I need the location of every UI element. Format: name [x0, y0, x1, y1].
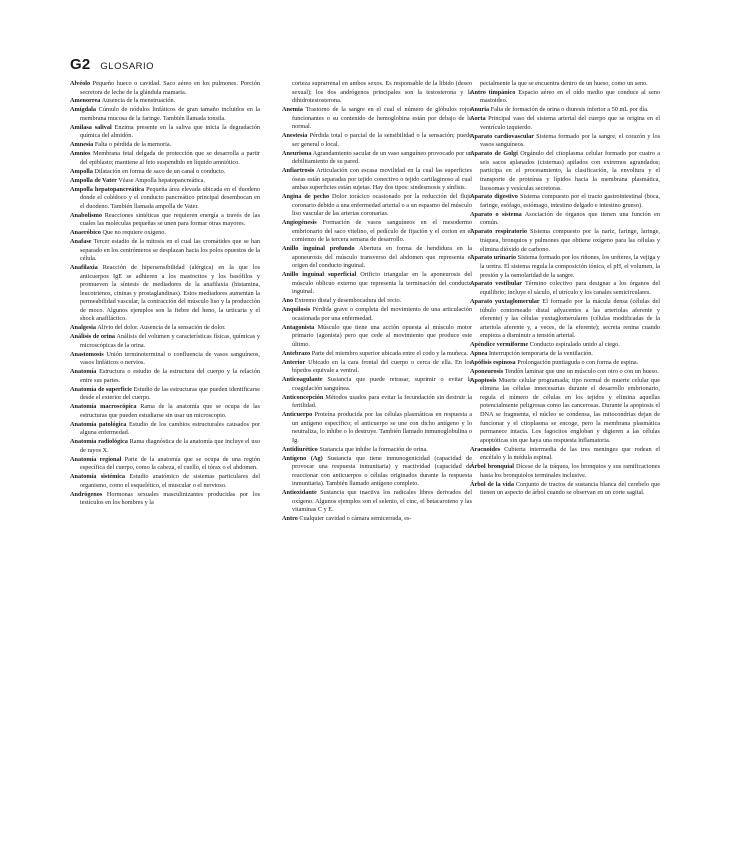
glossary-definition: Reacción de hipersensibilidad (alérgica) en la que los anticuerpos IgE se adhieren a los mastocitos y los basófilos y promueven la síntesis de mediadores de la anafilaxia (histamina, leucotrienos, cininas y prostaglandinas). Estos mediadores aumentan la permeabilidad vascular, la contracción del músculo liso y la producción de moco. Algunos ejemplos son la fiebre del heno, la urticaria y el shock anafiláctico.	[80, 264, 261, 323]
glossary-entry	[70, 106, 260, 123]
glossary-term: Antebrazo	[282, 349, 311, 357]
glossary-definition: Sistema compuesto por la nariz, faringe, laringe, tráquea, bronquios y pulmones que obtiene oxígeno para las células y elimina dióxido de carbono.	[480, 228, 660, 253]
glossary-definition: Alivio del dolor. Ausencia de la sensación de dolor.	[97, 324, 226, 332]
glossary-term: Anterior	[282, 358, 306, 366]
glossary-entry	[282, 80, 472, 106]
glossary-term: Anticoagulante	[282, 376, 323, 384]
glossary-term: Antagonista	[282, 323, 315, 331]
glossary-entry	[470, 359, 660, 368]
glossary-definition: Pérdida total o parcial de la sensibilidad o la sensación; puede ser general o local.	[292, 132, 472, 148]
glossary-entry	[70, 168, 260, 177]
glossary-definition: Sistema formado por los riñones, los uréteres, la vejiga y la uretra. El sistema regula la composición iónica, el pH, el volumen, la presión y la osmolaridad de la sangre.	[480, 254, 660, 279]
glossary-entry	[470, 446, 660, 463]
glossary-definition: Conjunto de tractos de sustancia blanca del cerebelo que tienen un aspecto de árbol cuando se observan en un corte sagital.	[480, 480, 660, 497]
glossary-entry	[70, 186, 260, 212]
glossary-term: Antígeno (Ag)	[282, 454, 323, 462]
glossary-definition: Término colectivo para designar a los órganos del equilibrio; incluye el sáculo, el utrículo y los canales semicirculares.	[480, 280, 661, 297]
glossary-entry	[470, 254, 660, 280]
glossary-term: Anestesia	[282, 132, 308, 140]
glossary-entry	[470, 341, 660, 350]
glossary-entry	[282, 324, 472, 350]
glossary-entry	[470, 211, 660, 228]
glossary-entry	[282, 446, 472, 455]
page-number: G2	[70, 56, 91, 73]
glossary-term: Aparato vestibular	[470, 280, 523, 288]
glossary-entry	[282, 455, 472, 489]
glossary-entry	[70, 238, 260, 264]
glossary-entry	[70, 438, 260, 455]
glossary-definition: El formado por la mácula densa (células del túbulo contorneado distal adyacentes a las arteriolas aferente y eferente) y las células yuxtaglomerulares (células modificadas de la arteriola aferente y, a veces, de la eferente); secreta renina cuando empieza a disminuir a tensión arterial.	[480, 297, 661, 340]
glossary-entry	[282, 394, 472, 411]
glossary-term: Anaeróbico	[70, 229, 101, 237]
glossary-term: Anillo inguinal superficial	[282, 271, 357, 279]
glossary-entry	[282, 515, 472, 524]
glossary-term: Alvéolo	[70, 80, 91, 87]
glossary-term: Analgesia	[70, 324, 97, 332]
glossary-entry	[282, 219, 472, 245]
glossary-definition: Véase Ampolla hepatopancreática.	[118, 176, 205, 184]
glossary-columns	[70, 80, 695, 840]
glossary-definition: Parte del miembro superior ubicada entre el codo y la muñeca.	[311, 349, 469, 357]
glossary-definition: Trastorno de la sangre en el cual el número de glóbulos rojos funcionantes o su contenido de hemoglobina están por debajo de lo normal.	[292, 106, 472, 131]
glossary-entry	[470, 280, 660, 297]
glossary-term: Análisis de orina	[70, 333, 116, 341]
glossary-entry	[282, 306, 472, 323]
glossary-entry	[470, 150, 660, 193]
glossary-definition: Cubierta intermedia de las tres meninges que rodean el encéfalo y la médula espinal.	[480, 445, 661, 462]
glossary-term: Apnea	[470, 350, 488, 358]
glossary-term: Anafilaxia	[70, 264, 98, 272]
glossary-definition: Orgánulo del citoplasma celular formado por cuatro a seis sacos aplanados (cisternas) apilados con extremos agrandados; participa en el procesamiento, la clasificación, la envoltura y el transporte de proteínas y lípidos hacia la membrana plasmática, lisosomas y vesículas secretoras.	[480, 150, 660, 192]
glossary-term: Antro timpánico	[470, 88, 516, 96]
glossary-term: Antidiurético	[282, 445, 318, 453]
glossary-entry	[282, 297, 472, 306]
glossary-entry	[70, 150, 260, 167]
glossary-term: Anatomía sistémica	[70, 473, 126, 481]
glossary-definition: Proteína producida por las células plasmáticas en respuesta a un antígeno específico; el anticuerpo se une con dicho antígeno y lo neutraliza, lo inhibe o lo destruye. También llamado inmunoglobulina o Ig.	[292, 411, 472, 444]
glossary-entry	[70, 324, 260, 333]
glossary-entry	[470, 133, 660, 150]
glossary-column-1	[70, 80, 260, 508]
glossary-term: Aparato respiratorio	[470, 228, 528, 236]
glossary-entry	[470, 80, 660, 89]
glossary-definition: Extremo distal y desembocadura del recto.	[294, 297, 402, 305]
glossary-term: Angiogénesis	[282, 219, 317, 227]
glossary-definition: Sistema formado por la sangre, el corazón y los vasos sanguíneos.	[480, 132, 660, 149]
glossary-definition: Métodos usados para evitar la fecundación sin destruir la fertilidad.	[292, 393, 472, 410]
glossary-term: Aorta	[470, 115, 486, 123]
glossary-definition: Rama diagnóstica de la anatomía que incluye el uso de rayos X.	[80, 438, 261, 454]
section-title: GLOSARIO	[100, 61, 155, 72]
glossary-definition: Que no requiere oxígeno.	[102, 229, 166, 237]
glossary-entry	[470, 481, 660, 498]
glossary-definition: Formación de vasos sanguíneos en el mesodermo embrionario del saco vitelino, el pedículo de fijación y el corion en el comienzo de la tercera semana de desarrollo.	[292, 219, 473, 244]
glossary-entry	[70, 351, 260, 368]
glossary-entry	[282, 132, 472, 149]
glossary-entry	[470, 106, 660, 115]
glossary-term: Anticoncepción	[282, 393, 324, 401]
glossary-term: Anemia	[282, 106, 303, 114]
glossary-term: Amnesia	[70, 141, 94, 149]
glossary-term: Anillo inguinal profundo	[282, 245, 355, 253]
glossary-entry	[70, 124, 260, 141]
glossary-entry	[470, 463, 660, 480]
glossary-term: Apéndice vermiforme	[470, 341, 529, 349]
glossary-entry	[70, 473, 260, 490]
glossary-definition: Músculo que tiene una acción opuesta al músculo motor primario (agonista) pero que cede al movimiento que produce este último.	[292, 323, 473, 348]
glossary-term: Anatomía macroscópica	[70, 403, 137, 411]
glossary-term: Aparato urinario	[470, 254, 517, 262]
glossary-entry	[282, 193, 472, 219]
glossary-term: Anuria	[470, 106, 490, 114]
glossary-entry	[470, 193, 660, 210]
glossary-term: Ampolla	[70, 167, 93, 175]
glossary-term: Apófisis espinosa	[470, 358, 516, 366]
glossary-definition: Estructura o estudio de la estructura del cuerpo y la relación entre sus partes.	[80, 368, 260, 384]
glossary-term: Anastomosis	[70, 350, 104, 358]
glossary-definition: Agrandamiento sacular de un vaso sanguíneo provocado por un debilitamiento de su pared.	[292, 149, 472, 166]
glossary-entry	[282, 150, 472, 167]
glossary-term: Amígdala	[70, 106, 97, 114]
glossary-definition: Falta de formación de orina o diuresis inferior a 50 mL por día.	[490, 106, 649, 114]
glossary-term: Ampolla de Vater	[70, 176, 117, 184]
glossary-term: Amnios	[70, 150, 91, 158]
glossary-entry	[470, 377, 660, 445]
glossary-term: Anatomía de superficie	[70, 385, 132, 393]
glossary-term: Antro	[282, 515, 298, 523]
glossary-entry	[70, 264, 260, 324]
glossary-definition: Conducto espiralado unido al ciego.	[529, 341, 620, 349]
glossary-definition: Unión terminoterminal o confluencia de vasos sanguíneos, vasos linfáticos o nervios.	[80, 350, 260, 367]
glossary-definition: Principal vaso del sistema arterial del cuerpo que se origina en el ventrículo izquierdo.	[480, 115, 660, 131]
glossary-term: Anquilosis	[282, 306, 311, 314]
glossary-definition: Orificio triangular en la aponeurosis del músculo oblicuo externo que representa la terminación del conducto inguinal.	[292, 271, 473, 296]
glossary-definition: Hormonas sexuales masculinizantes producidas por los testículos en los hombres y la	[80, 490, 260, 507]
glossary-entry	[70, 456, 260, 473]
glossary-entry	[470, 89, 660, 106]
glossary-definition: Dolor torácico ocasionado por la reducción del flujo coronario debido a una enfermedad arterial o a un espasmo del músculo liso vascular de las arterias coronarias.	[292, 193, 473, 218]
glossary-term: Anatomía radiológica	[70, 438, 128, 446]
glossary-definition: Cualquier cavidad o cámara semicerrada, es-	[299, 515, 412, 523]
glossary-entry	[282, 106, 472, 132]
glossary-definition: Ausencia de la menstruación.	[101, 97, 176, 105]
glossary-entry	[470, 350, 660, 359]
glossary-definition: Prolongación puntiaguda o con forma de espina.	[517, 358, 639, 366]
page-header	[70, 56, 154, 73]
glossary-definition: Falta o pérdida de la memoria.	[94, 141, 172, 149]
glossary-definition: Cúmulo de nódulos linfáticos de gran tamaño incluidos en la membrana mucosa de la faringe. También llamada tonsila.	[80, 106, 261, 122]
glossary-entry	[470, 368, 660, 377]
glossary-entry	[70, 491, 260, 508]
glossary-definition: Rama de la anatomía que se ocupa de las estructuras que pueden estudiarse sin usar un microscopio.	[80, 403, 261, 419]
glossary-definition: Reacciones sintéticas que requieren energía a través de las cuales las moléculas pequeñas se unen para formar otras mayores.	[80, 211, 260, 228]
glossary-definition: Dícese de la tráquea, los bronquios y sus ramificaciones hasta los bronquiolos terminales inclusive.	[480, 463, 661, 479]
glossary-definition: Sustancia que inhibe la formación de orina.	[319, 445, 428, 453]
glossary-term: Aparato yuxtaglomerular	[470, 297, 540, 305]
glossary-definition: Asociación de órganos que tienen una función en común.	[480, 210, 661, 227]
glossary-definition: Membrana fetal delgada de protección que se desarrolla a partir del epiblasto; mantiene al feto suspendido en líquido amniótico.	[80, 150, 261, 166]
glossary-term: Andrógenos	[70, 490, 103, 498]
glossary-entry	[70, 141, 260, 150]
glossary-term: Angina de pecho	[282, 193, 330, 201]
glossary-term: Anafase	[70, 238, 92, 246]
glossary-term: Aracnoides	[470, 445, 501, 453]
glossary-entry	[282, 271, 472, 297]
glossary-definition: Pequeño hueco o cavidad. Saco aéreo en los pulmones. Porción secretora de leche de la glándula mamaria.	[80, 80, 261, 96]
glossary-definition: Análisis del volumen y características físicas, químicas y microscópicas de la orina.	[80, 333, 260, 349]
glossary-definition: Pérdida grave o completa del movimiento de una articulación ocasionada por una enfermedad.	[292, 306, 472, 322]
glossary-definition: Sustancia que tiene inmunogenicidad (capacidad de provocar una respuesta inmunitaria) y reactividad (capacidad de reaccionar con anticuerpos o células originados durante la respuesta inmunitaria). También llamado antígeno completo.	[292, 454, 473, 488]
glossary-entry	[282, 376, 472, 393]
glossary-definition: Abertura en forma de hendidura en la aponeurosis del músculo transverso del abdomen que representa el origen del conducto inguinal.	[292, 245, 472, 270]
glossary-entry	[70, 229, 260, 238]
glossary-term: Aparato cardiovascular	[470, 132, 534, 140]
glossary-entry	[282, 411, 472, 445]
glossary-definition: Muerte celular programada; tipo normal de muerte celular que elimina las células innecesarias durante el desarrollo embrionario, regula el número de células en los tejidos y elimina aquellas potencialmente peligrosas como las cancerosas. Durante la apoptosis el DNA se fragmenta, el núcleo se condensa, las mitocondrias dejan de funcionar y el citoplasma se encoge, pero la membrana plasmática permanece intacta. Los fagocitos engloban y digieren a las células apoptóticas sin que haya una respuesta inflamatoria.	[480, 376, 660, 444]
glossary-term: Anticuerpo	[282, 411, 313, 419]
glossary-definition: Interrupción temporaria de la ventilación.	[488, 350, 593, 358]
glossary-entry	[282, 489, 472, 515]
glossary-definition: Sustancia que puede retrasar, suprimir o evitar la coagulación sanguínea.	[292, 376, 472, 392]
glossary-definition: Parte de la anatomía que se ocupa de una región específica del cuerpo, como la cabeza, el cuello, el tórax o el abdomen.	[80, 455, 261, 472]
glossary-definition: Dilatación en forma de saco de un canal o conducto.	[94, 167, 226, 175]
glossary-entry	[70, 80, 260, 97]
glossary-term: Árbol bronquial	[470, 463, 514, 471]
glossary-definition: Tercer estadio de la mitosis en el cual las cromátides que se han separado en los centrómeros se desplazan hacia los polos opuestos de la célula.	[80, 238, 261, 263]
glossary-term: Aparato de Golgi	[470, 150, 518, 158]
glossary-term: Anatomía regional	[70, 455, 122, 463]
glossary-definition: Estudio de las estructuras que pueden identificarse desde el exterior del cuerpo.	[80, 385, 260, 402]
glossary-term: Anatomía patológica	[70, 420, 127, 428]
glossary-definition: Espacio aéreo en el oído medio que conduce al seno mastoideo.	[480, 88, 661, 105]
glossary-entry	[470, 115, 660, 132]
glossary-definition: corteza suprarrenal en ambos sexos. Es responsable de la libido (deseo sexual); los dos andrógenos principales son la testosterona y la dihidrotestosterona.	[292, 80, 472, 105]
glossary-definition: Estudio de los cambios estructurales causados por alguna enfermedad.	[80, 420, 260, 437]
glossary-definition: Articulación con escasa movilidad en la cual las superficies óseas están separadas por tejido conectivo o tejido cartilaginoso al cual ambas superficies están sujetas. Hay dos tipos: sindesmosis y sínfisis.	[292, 167, 473, 192]
glossary-definition: Estudio anatómico de sistemas particulares del organismo, como el esquelético, el muscular o el nervioso.	[80, 473, 261, 489]
glossary-term: Anfiartrosis	[282, 167, 315, 175]
glossary-entry	[282, 350, 472, 359]
glossary-term: Anabolismo	[70, 211, 102, 219]
glossary-term: Aneurisma	[282, 149, 312, 157]
glossary-entry	[70, 177, 260, 186]
glossary-definition: Sistema compuesto por el tracto gastrointestinal (boca, faringe, esófago, estómago, intestino delgado e intestino grueso).	[480, 193, 660, 209]
glossary-term: Antioxidante	[282, 489, 317, 497]
glossary-definition: Tendón laminar que une un músculo con otro o con un hueso.	[504, 367, 659, 375]
glossary-definition: Ubicado en la cara frontal del cuerpo o cerca de ella. En los bípedos equivale a ventral.	[292, 358, 473, 375]
glossary-column-3	[470, 80, 660, 498]
glossary-entry	[470, 228, 660, 254]
glossary-entry	[70, 333, 260, 350]
glossary-entry	[70, 386, 260, 403]
glossary-term: Amenorrea	[70, 97, 101, 105]
glossary-definition: Pequeña área elevada ubicada en el duodeno donde el colédoco y el conducto pancreático principal desembocan en el duodeno. También llamada ampolla de Vater.	[80, 185, 260, 210]
glossary-entry	[70, 368, 260, 385]
glossary-entry	[70, 421, 260, 438]
glossary-term: Apoptosis	[470, 376, 497, 384]
glossary-entry	[282, 167, 472, 193]
glossary-term: Aponeurosis	[470, 367, 504, 375]
glossary-term: Anatomía	[70, 368, 97, 376]
glossary-term: Árbol de la vida	[470, 480, 514, 488]
glossary-entry	[282, 245, 472, 271]
glossary-entry	[70, 97, 260, 106]
glossary-entry	[70, 403, 260, 420]
glossary-entry	[70, 212, 260, 229]
glossary-definition: Sustancia que inactiva los radicales libres derivados del oxígeno. Algunos ejemplos son el selenio, el cinc, el betacaroteno y las vitaminas C y E.	[292, 489, 472, 514]
glossary-column-2	[282, 80, 472, 524]
glossary-entry	[282, 359, 472, 376]
glossary-entry	[470, 298, 660, 341]
glossary-term: Aparato digestivo	[470, 193, 518, 201]
glossary-definition: Enzima presente en la saliva que inicia la degradación química del almidón.	[80, 123, 260, 140]
glossary-definition: pecialmente la que se encuentra dentro de un hueso, como un seno.	[480, 80, 648, 87]
glossary-term: Aparato o sistema	[470, 210, 522, 218]
glossary-term: Ampolla hepatopancreática	[70, 185, 145, 193]
glossary-term: Amilasa salival	[70, 123, 112, 131]
glossary-term: Ano	[282, 297, 294, 305]
